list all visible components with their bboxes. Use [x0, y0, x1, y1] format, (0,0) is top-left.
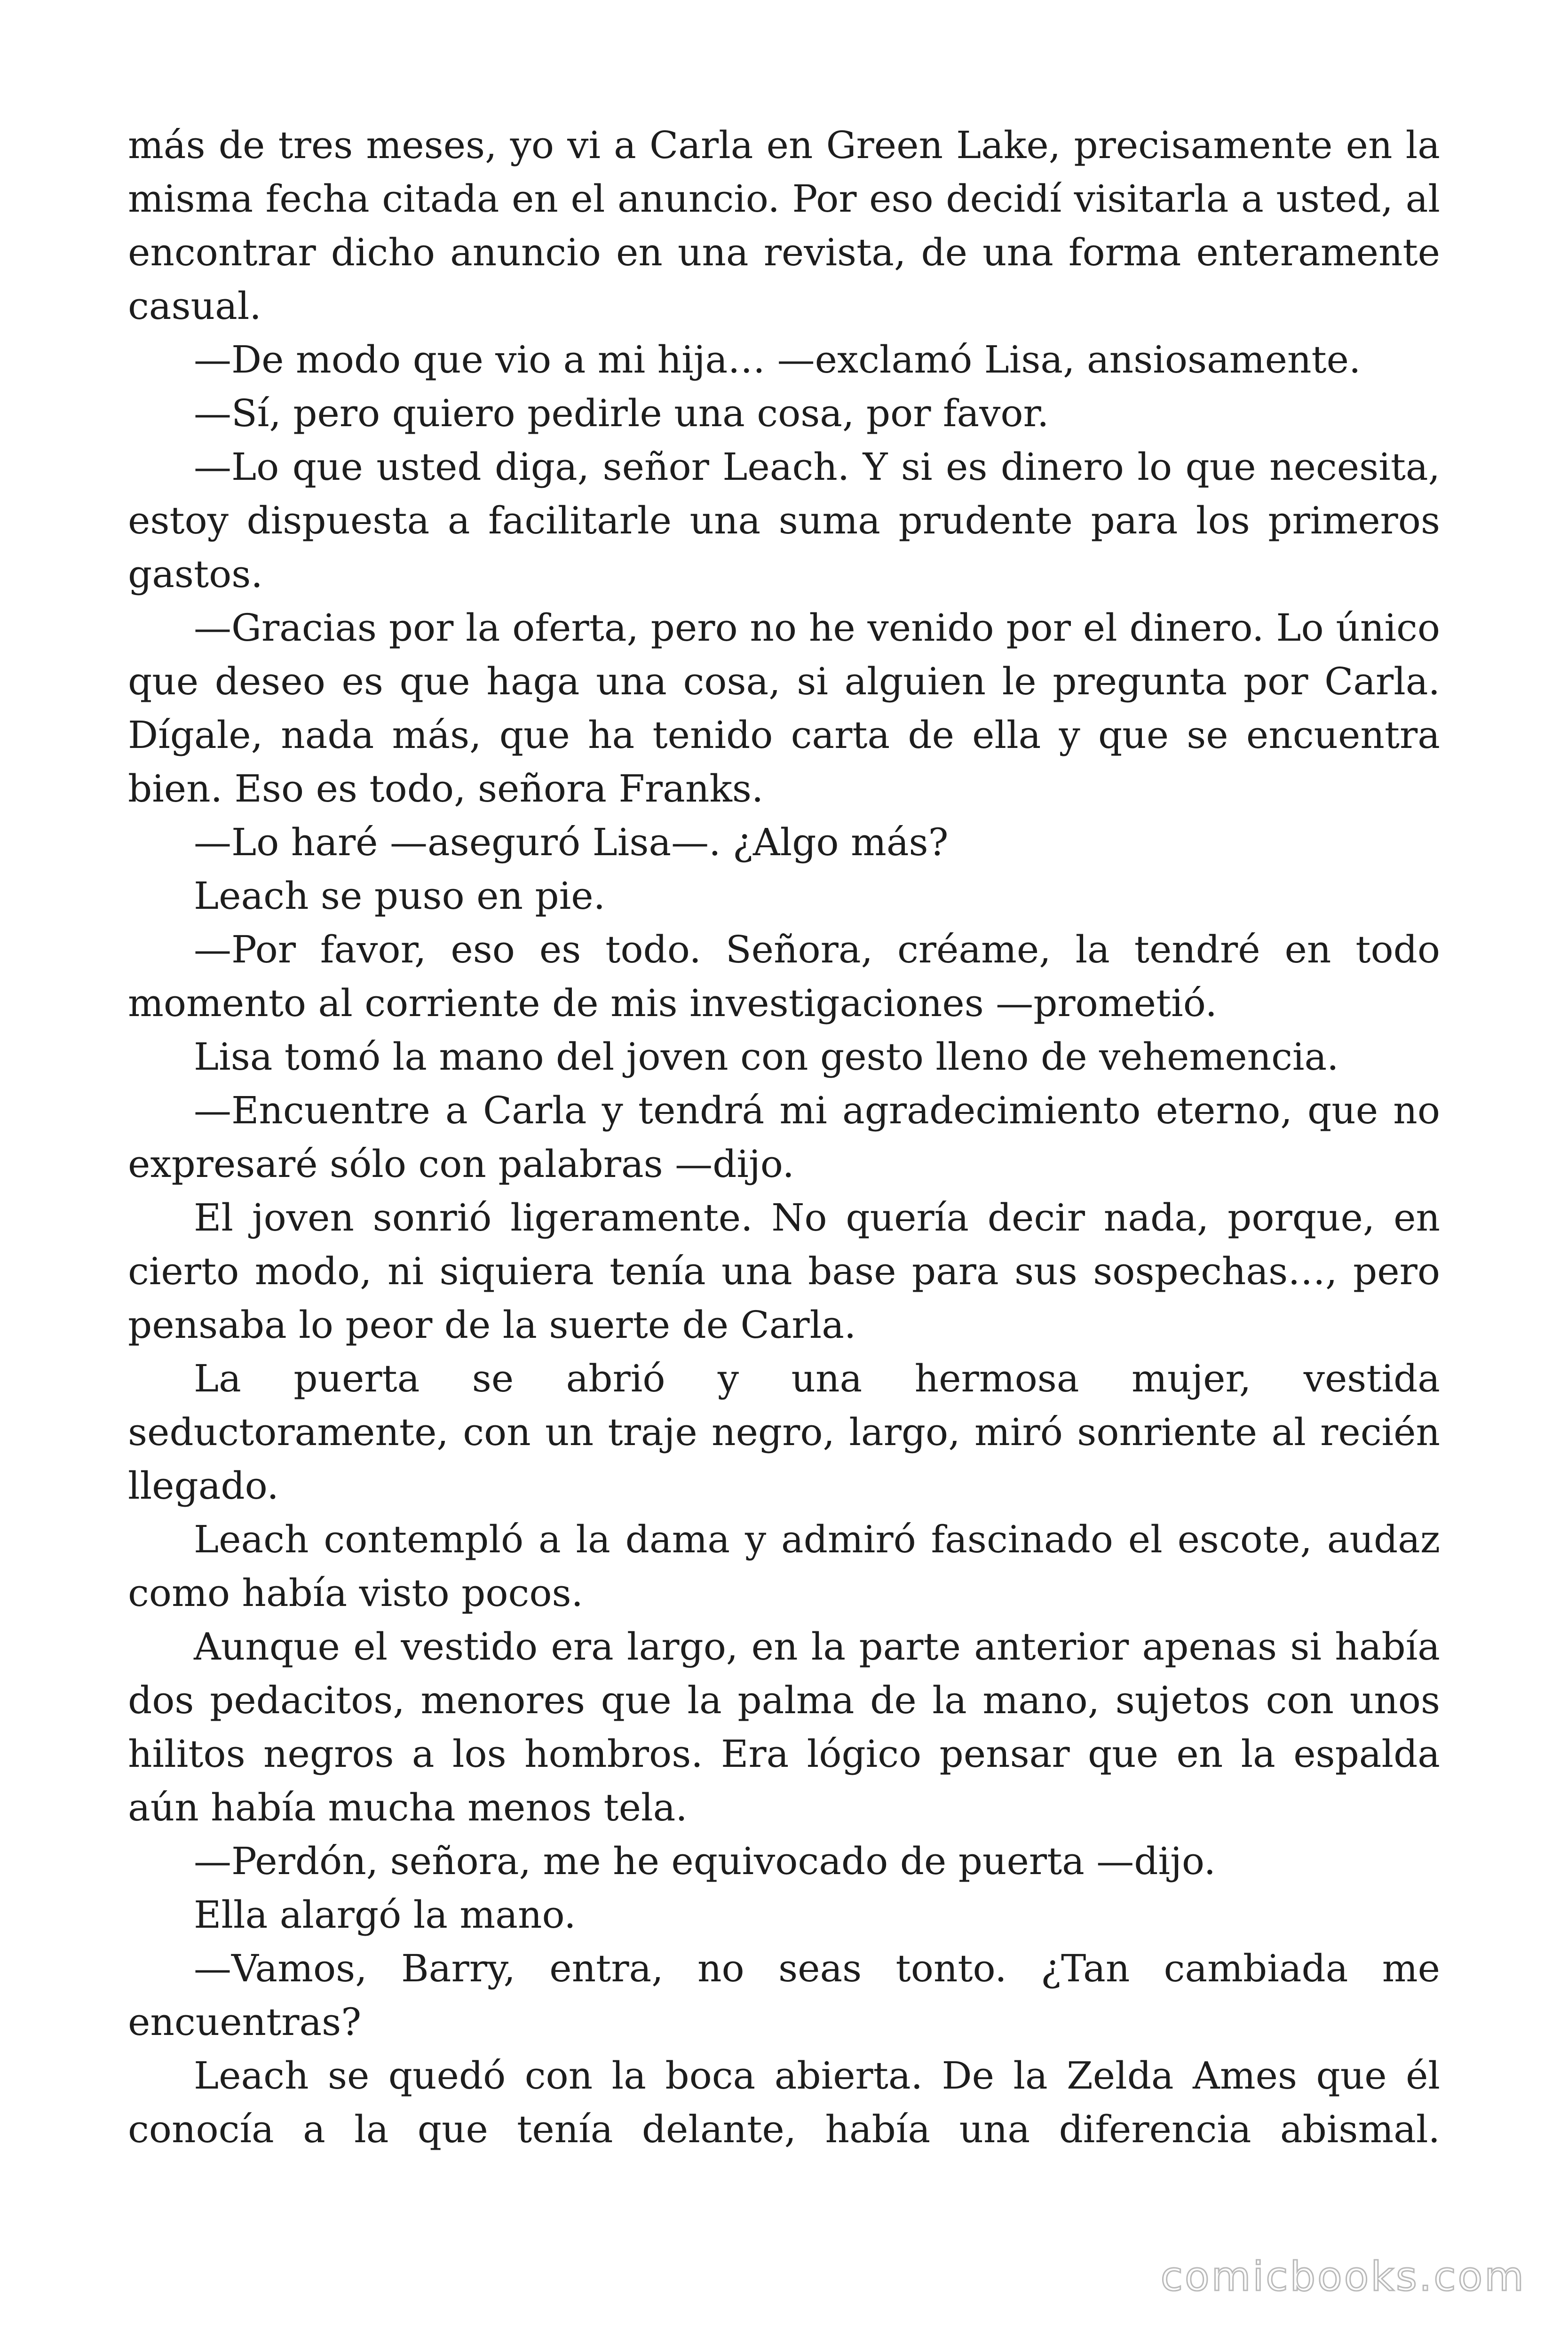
paragraph-6: —Lo haré —aseguró Lisa—. ¿Algo más?	[194, 820, 949, 864]
paragraph-16: Ella alargó la mano.	[194, 1893, 576, 1937]
watermark: comicbooks.com	[1160, 2253, 1526, 2300]
paragraph-5: —Gracias por la oferta, pero no he venido por el dinero. Lo único que deseo es que haga una cosa, si alguien le pregunta por Carla. Dígale, nada más, que ha tenido carta de ella y que se encuentra bien. Eso es todo, señora Franks.	[128, 606, 1440, 810]
body-text	[128, 119, 1440, 2156]
paragraph-17: —Vamos, Barry, entra, no seas tonto. ¿Tan cambiada me encuentras?	[128, 1947, 1440, 2044]
paragraph-8: —Por favor, eso es todo. Señora, créame, la tendré en todo momento al corriente de mis investigaciones —prometió.	[128, 928, 1440, 1025]
paragraph-3: —Sí, pero quiero pedirle una cosa, por favor.	[194, 391, 1049, 435]
paragraph-12: La puerta se abrió y una hermosa mujer, vestida seductoramente, con un traje negro, largo, miró sonriente al recién llegado.	[128, 1357, 1440, 1508]
paragraph-7: Leach se puso en pie.	[194, 874, 605, 918]
paragraph-1: más de tres meses, yo vi a Carla en Green Lake, precisamente en la misma fecha citada en el anuncio. Por eso decidí visitarla a usted, al encontrar dicho anuncio en una revista, de una forma enteramente casual.	[128, 123, 1440, 328]
paragraph-18: Leach se quedó con la boca abierta. De la Zelda Ames que él conocía a la que tenía delante, había una diferencia abismal.	[128, 2054, 1440, 2151]
paragraph-10: —Encuentre a Carla y tendrá mi agradecimiento eterno, que no expresaré sólo con palabras —dijo.	[128, 1089, 1440, 1186]
paragraph-9: Lisa tomó la mano del joven con gesto lleno de vehemencia.	[194, 1035, 1339, 1079]
paragraph-4: —Lo que usted diga, señor Leach. Y si es dinero lo que necesita, estoy dispuesta a facilitarle una suma prudente para los primeros gastos.	[128, 445, 1440, 596]
paragraph-15: —Perdón, señora, me he equivocado de puerta —dijo.	[194, 1839, 1216, 1883]
paragraph-11: El joven sonrió ligeramente. No quería decir nada, porque, en cierto modo, ni siquiera tenía una base para sus sospechas…, pero pensaba lo peor de la suerte de Carla.	[128, 1196, 1440, 1347]
paragraph-13: Leach contempló a la dama y admiró fascinado el escote, audaz como había visto pocos.	[128, 1518, 1440, 1615]
paragraph-14: Aunque el vestido era largo, en la parte anterior apenas si había dos pedacitos, menores que la palma de la mano, sujetos con unos hilitos negros a los hombros. Era lógico pensar que en la espalda aún había mucha menos tela.	[128, 1625, 1440, 1829]
paragraph-2: —De modo que vio a mi hija… —exclamó Lisa, ansiosamente.	[194, 338, 1361, 381]
